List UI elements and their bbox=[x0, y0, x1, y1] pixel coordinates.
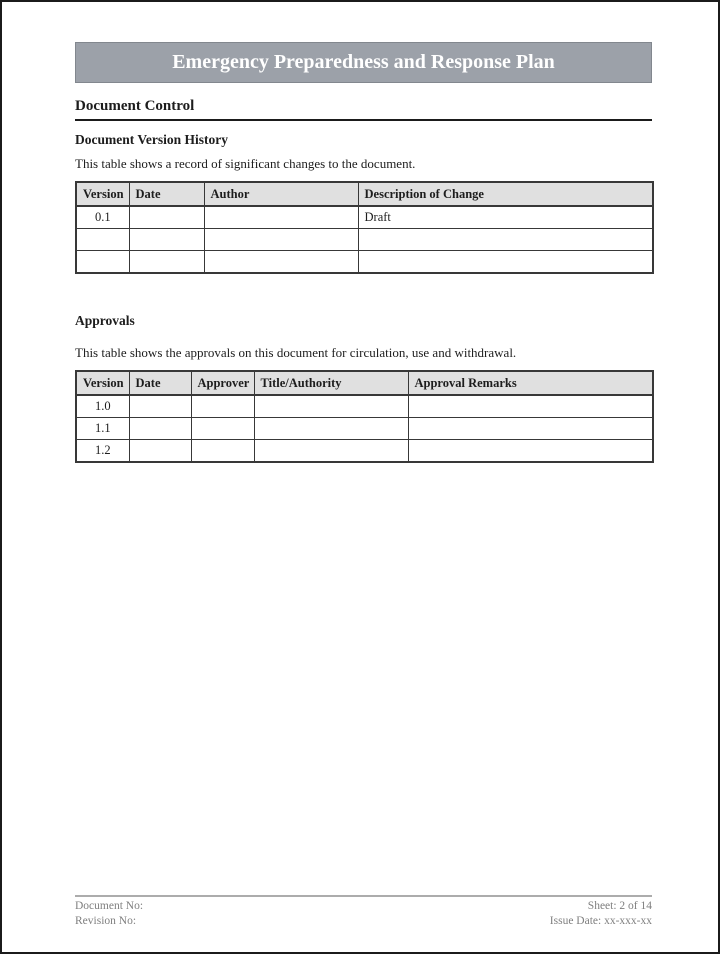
column-header-description: Description of Change bbox=[358, 182, 653, 206]
cell-approval-remarks bbox=[408, 440, 653, 463]
table-row bbox=[76, 206, 653, 229]
cell-description bbox=[358, 229, 653, 251]
table-header-row bbox=[76, 182, 653, 206]
cell-approval-remarks bbox=[408, 418, 653, 440]
table-row bbox=[76, 440, 653, 463]
sheet-number: Sheet: 2 of 14 bbox=[587, 900, 652, 912]
table-row bbox=[76, 229, 653, 251]
cell-date bbox=[129, 395, 191, 418]
footer-left bbox=[75, 899, 143, 929]
cell-author bbox=[204, 251, 358, 274]
cell-date bbox=[129, 251, 204, 274]
cell-version: 0.1 bbox=[76, 206, 129, 229]
cell-version: 1.0 bbox=[76, 395, 129, 418]
footer-right bbox=[550, 899, 652, 929]
cell-approver bbox=[191, 395, 254, 418]
column-header-approval-remarks: Approval Remarks bbox=[408, 371, 653, 395]
cell-version bbox=[76, 229, 129, 251]
column-header-date: Date bbox=[129, 371, 191, 395]
cell-title-authority bbox=[254, 418, 408, 440]
approvals-table bbox=[75, 370, 654, 463]
revision-no-label: Revision No: bbox=[75, 915, 137, 927]
cell-title-authority bbox=[254, 395, 408, 418]
title-banner bbox=[75, 42, 652, 83]
version-history-table bbox=[75, 181, 654, 274]
version-history-description: This table shows a record of significant changes to the document. bbox=[75, 156, 416, 171]
approvals-heading: Approvals bbox=[75, 313, 135, 328]
column-header-version: Version bbox=[76, 371, 129, 395]
page-footer bbox=[75, 895, 652, 929]
cell-approver bbox=[191, 440, 254, 463]
cell-title-authority bbox=[254, 440, 408, 463]
column-header-title-authority: Title/Authority bbox=[254, 371, 408, 395]
cell-description bbox=[358, 251, 653, 274]
cell-date bbox=[129, 206, 204, 229]
cell-approver bbox=[191, 418, 254, 440]
cell-author bbox=[204, 206, 358, 229]
cell-version bbox=[76, 251, 129, 274]
column-header-date: Date bbox=[129, 182, 204, 206]
column-header-version: Version bbox=[76, 182, 129, 206]
document-no-label: Document No: bbox=[75, 900, 144, 912]
page-content bbox=[75, 42, 652, 463]
cell-description: Draft bbox=[358, 206, 653, 229]
issue-date: Issue Date: xx-xxx-xx bbox=[549, 915, 652, 927]
version-history-heading: Document Version History bbox=[75, 132, 228, 147]
cell-version: 1.1 bbox=[76, 418, 129, 440]
cell-author bbox=[204, 229, 358, 251]
cell-date bbox=[129, 418, 191, 440]
cell-date bbox=[129, 229, 204, 251]
section-heading-document-control: Document Control bbox=[75, 97, 652, 121]
approvals-description: This table shows the approvals on this document for circulation, use and withdrawal. bbox=[75, 345, 517, 360]
table-header-row bbox=[76, 371, 653, 395]
cell-version: 1.2 bbox=[76, 440, 129, 463]
cell-approval-remarks bbox=[408, 395, 653, 418]
table-row bbox=[76, 418, 653, 440]
table-row bbox=[76, 251, 653, 274]
table-row bbox=[76, 395, 653, 418]
document-title: Emergency Preparedness and Response Plan bbox=[172, 51, 555, 73]
cell-date bbox=[129, 440, 191, 463]
column-header-author: Author bbox=[204, 182, 358, 206]
column-header-approver: Approver bbox=[191, 371, 254, 395]
